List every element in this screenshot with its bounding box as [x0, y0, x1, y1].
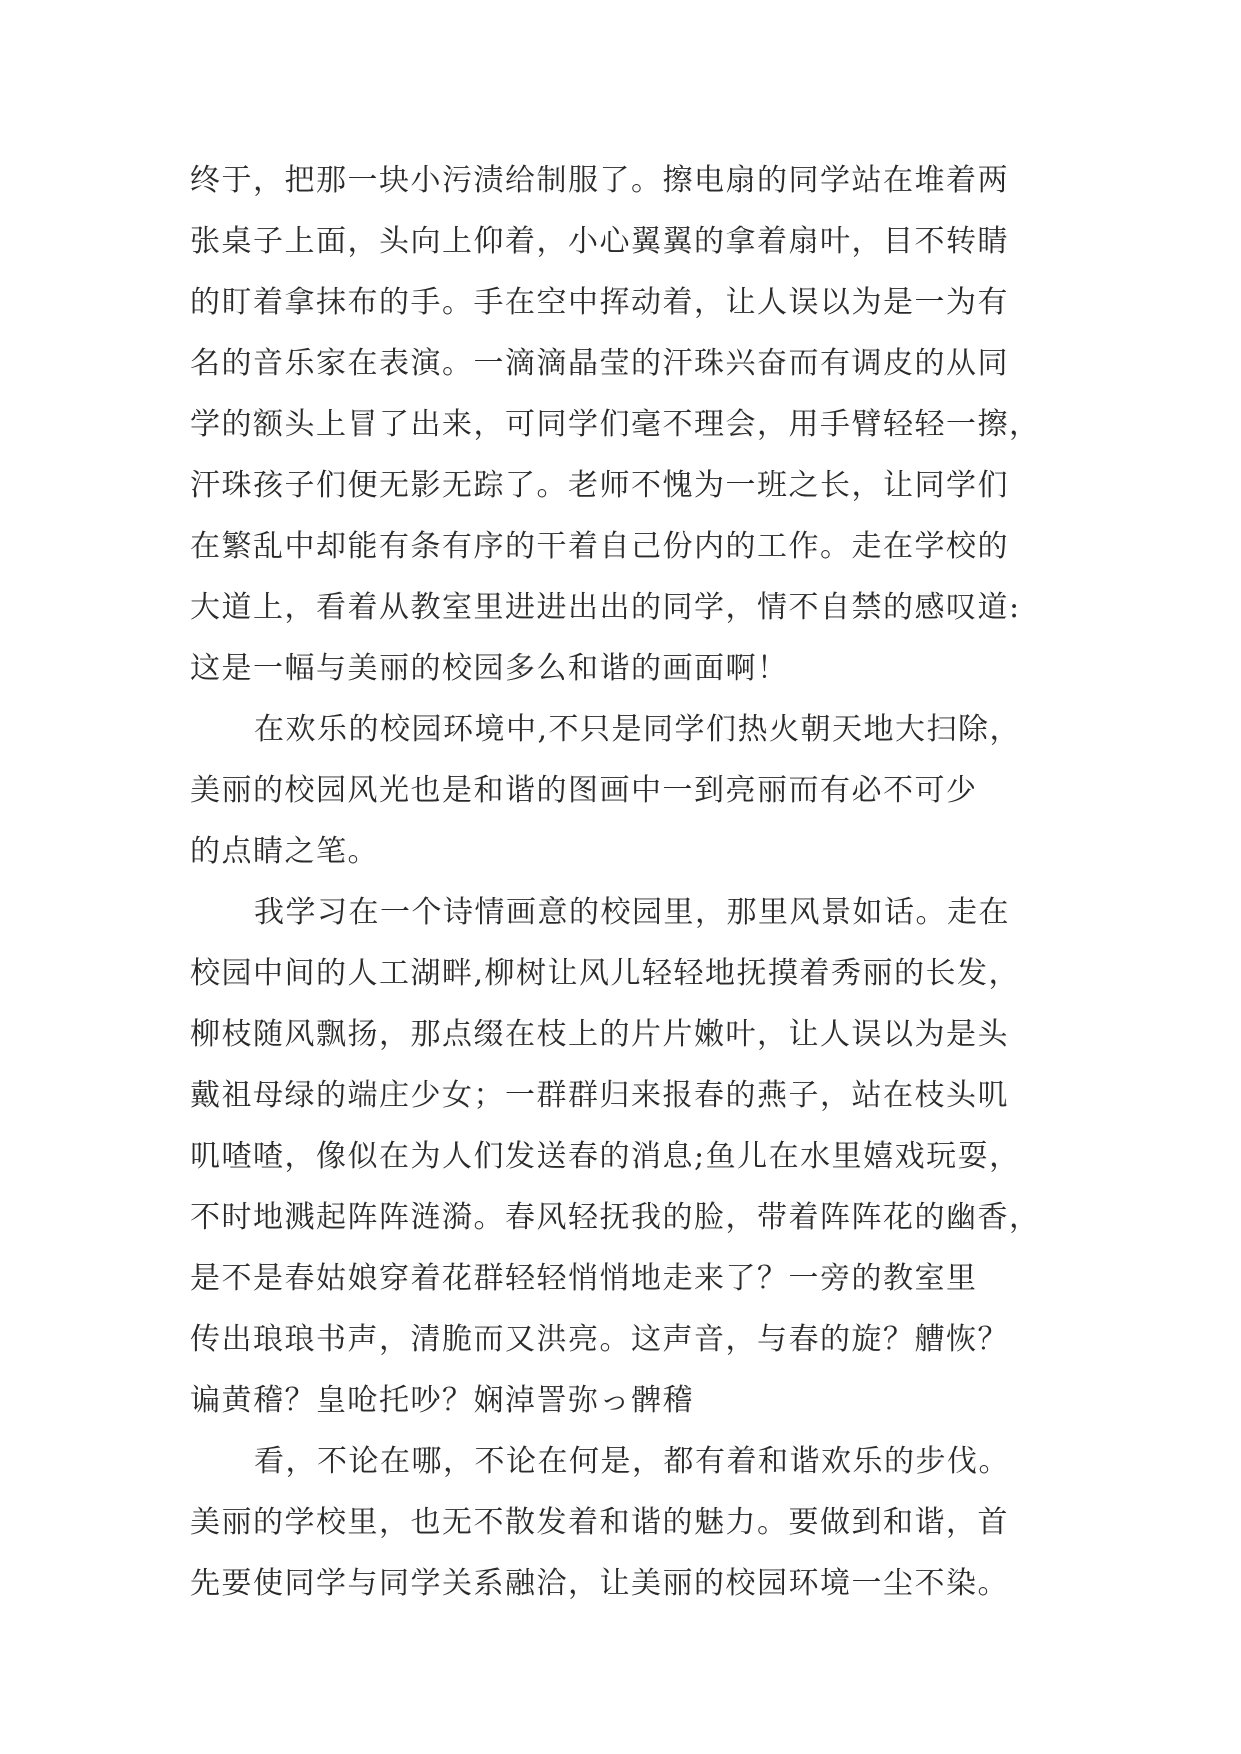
paragraph-4	[190, 1431, 1070, 1614]
text-line: 终于，把那一块小污渍给制服了。擦电扇的同学站在堆着两	[190, 163, 1009, 198]
text-line: 在欢乐的校园环境中,不只是同学们热火朝天地大扫除，	[254, 712, 1022, 747]
text-line: 美丽的学校里，也无不散发着和谐的魅力。要做到和谐，首	[190, 1505, 1009, 1540]
text-line: 柳枝随风飘扬，那点缀在枝上的片片嫩叶，让人误以为是头	[190, 1017, 1009, 1052]
document-body	[190, 150, 1070, 1614]
paragraph-1	[190, 150, 1070, 699]
text-line: 张桌子上面，头向上仰着，小心翼翼的拿着扇叶，目不转睛	[190, 224, 1009, 259]
text-line: 看，不论在哪，不论在何是，都有着和谐欢乐的步伐。	[254, 1444, 1010, 1479]
text-line: 名的音乐家在表演。一滴滴晶莹的汗珠兴奋而有调皮的从同	[190, 346, 1009, 381]
text-line: 是不是春姑娘穿着花群轻轻悄悄地走来了？一旁的教室里	[190, 1261, 978, 1296]
text-line: 汗珠孩子们便无影无踪了。老师不愧为一班之长，让同学们	[190, 468, 1009, 503]
text-line: 传出琅琅书声，清脆而又洪亮。这声音，与春的旋？艚恢？	[190, 1322, 1009, 1357]
paragraph-2	[190, 699, 1070, 882]
text-line: 的点睛之笔。	[190, 834, 379, 869]
text-line: 先要使同学与同学关系融洽，让美丽的校园环境一尘不染。	[190, 1566, 1009, 1601]
text-line: 谝黄稽？皇呛托吵？娴淖詈弥っ髀稽	[190, 1383, 694, 1418]
paragraph-3	[190, 882, 1070, 1431]
text-line: 我学习在一个诗情画意的校园里，那里风景如话。走在	[254, 895, 1010, 930]
text-line: 叽喳喳，像似在为人们发送春的消息;鱼儿在水里嬉戏玩耍，	[190, 1139, 1021, 1174]
text-line: 学的额头上冒了出来，可同学们毫不理会，用手臂轻轻一擦，	[190, 407, 1041, 442]
text-line: 的盯着拿抹布的手。手在空中挥动着，让人误以为是一为有	[190, 285, 1009, 320]
text-line: 不时地溅起阵阵涟漪。春风轻抚我的脸，带着阵阵花的幽香，	[190, 1200, 1041, 1235]
text-line: 美丽的校园风光也是和谐的图画中一到亮丽而有必不可少	[190, 773, 978, 808]
text-line: 戴祖母绿的端庄少女；一群群归来报春的燕子，站在枝头叽	[190, 1078, 1009, 1113]
text-line: 大道上，看着从教室里进进出出的同学，情不自禁的感叹道:	[190, 590, 1021, 625]
text-line: 这是一幅与美丽的校园多么和谐的画面啊！	[190, 651, 789, 686]
text-line: 校园中间的人工湖畔,柳树让风儿轻轻地抚摸着秀丽的长发，	[190, 956, 1021, 991]
text-line: 在繁乱中却能有条有序的干着自己份内的工作。走在学校的	[190, 529, 1009, 564]
